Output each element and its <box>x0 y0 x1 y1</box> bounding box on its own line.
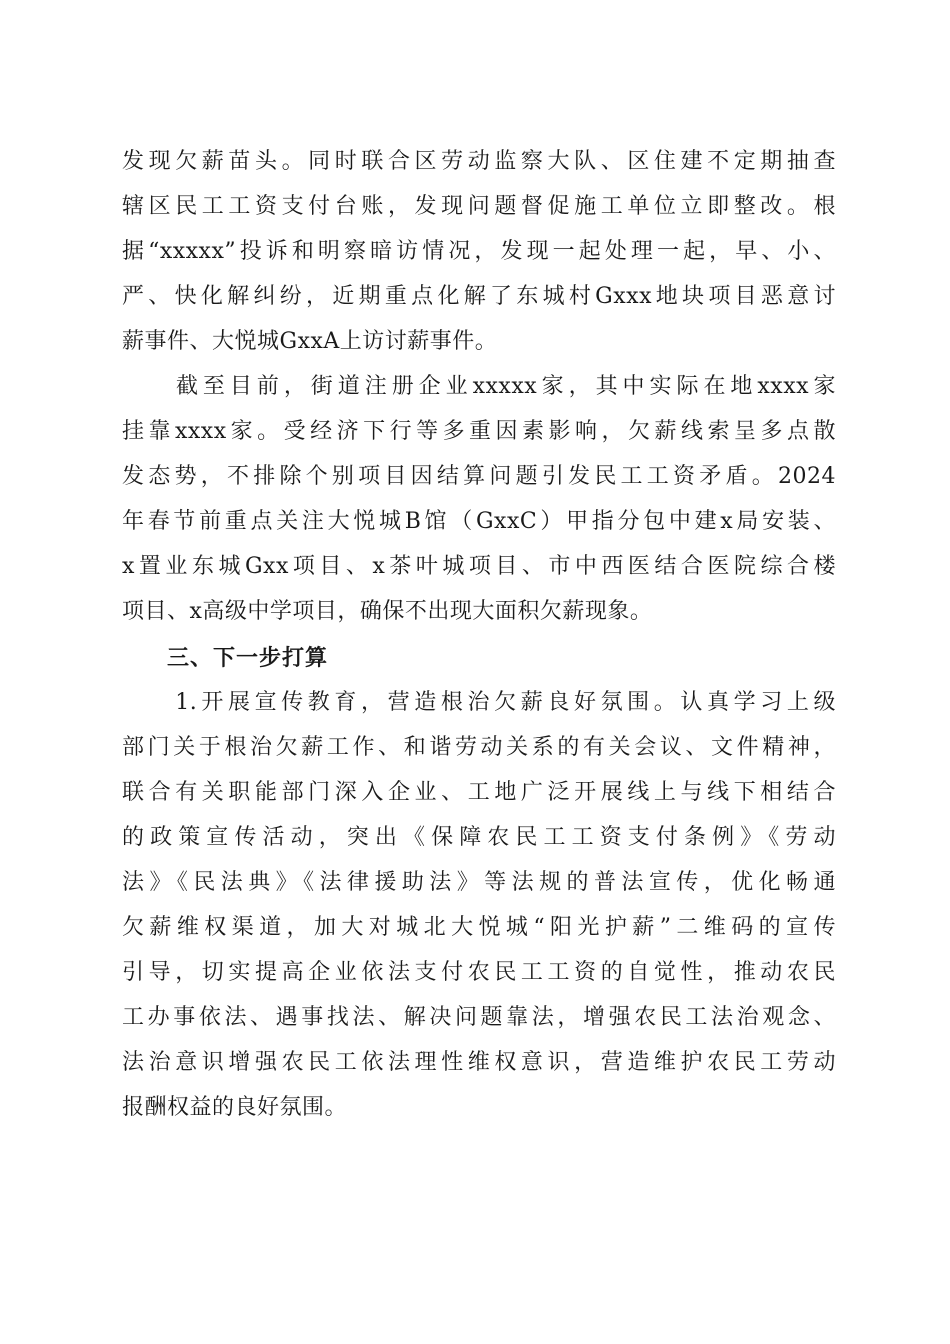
paragraph-wage-arrears-handling <box>122 139 836 364</box>
paragraph-line: 欠薪维权渠道，加大对城北大悦城“阳光护薪”二维码的宣传 <box>122 915 836 940</box>
paragraph-line: 据“xxxxx”投诉和明察暗访情况，发现一起处理一起，早、小、 <box>122 239 836 264</box>
paragraph-line: 发现欠薪苗头。同时联合区劳动监察大队、区住建不定期抽查 <box>122 149 836 174</box>
paragraph-line: 法》《民法典》《法律援助法》等法规的普法宣传，优化畅通 <box>122 870 836 895</box>
paragraph-line: 年春节前重点关注大悦城B馆（GxxC）甲指分包中建x局安装、 <box>122 509 836 534</box>
paragraph-enterprise-status <box>122 364 836 634</box>
paragraph-line: 1.开展宣传教育，营造根治欠薪良好氛围。认真学习上级 <box>122 690 836 715</box>
paragraph-line: 联合有关职能部门深入企业、工地广泛开展线上与线下相结合 <box>122 780 836 805</box>
paragraph-line: 项目、x高级中学项目，确保不出现大面积欠薪现象。 <box>122 599 653 624</box>
paragraph-line: 发态势，不排除个别项目因结算问题引发民工工资矛盾。2024 <box>122 464 836 489</box>
paragraph-line: 引导，切实提高企业依法支付农民工工资的自觉性，推动农民 <box>122 960 836 985</box>
paragraph-line: 辖区民工工资支付台账，发现问题督促施工单位立即整改。根 <box>122 194 836 219</box>
paragraph-line: 薪事件、大悦城GxxA上访讨薪事件。 <box>122 329 498 354</box>
section-heading: 三、下一步打算 <box>167 646 329 671</box>
paragraph-line: x置业东城Gxx项目、x茶叶城项目、市中西医结合医院综合楼 <box>122 554 836 579</box>
paragraph-line: 部门关于根治欠薪工作、和谐劳动关系的有关会议、文件精神， <box>122 735 836 760</box>
paragraph-line: 法治意识增强农民工依法理性维权意识，营造维护农民工劳动 <box>122 1050 836 1075</box>
paragraph-line: 截至目前，街道注册企业xxxxx家，其中实际在地xxxx家 <box>122 374 836 399</box>
paragraph-line: 严、快化解纠纷，近期重点化解了东城村Gxxx地块项目恶意讨 <box>122 284 836 309</box>
paragraph-publicity-education <box>122 680 836 1130</box>
paragraph-line: 报酬权益的良好氛围。 <box>122 1095 348 1120</box>
paragraph-line: 的政策宣传活动，突出《保障农民工工资支付条例》《劳动 <box>122 825 836 850</box>
paragraph-line: 挂靠xxxx家。受经济下行等多重因素影响，欠薪线索呈多点散 <box>122 419 836 444</box>
paragraph-line: 工办事依法、遇事找法、解决问题靠法，增强农民工法治观念、 <box>122 1005 836 1030</box>
